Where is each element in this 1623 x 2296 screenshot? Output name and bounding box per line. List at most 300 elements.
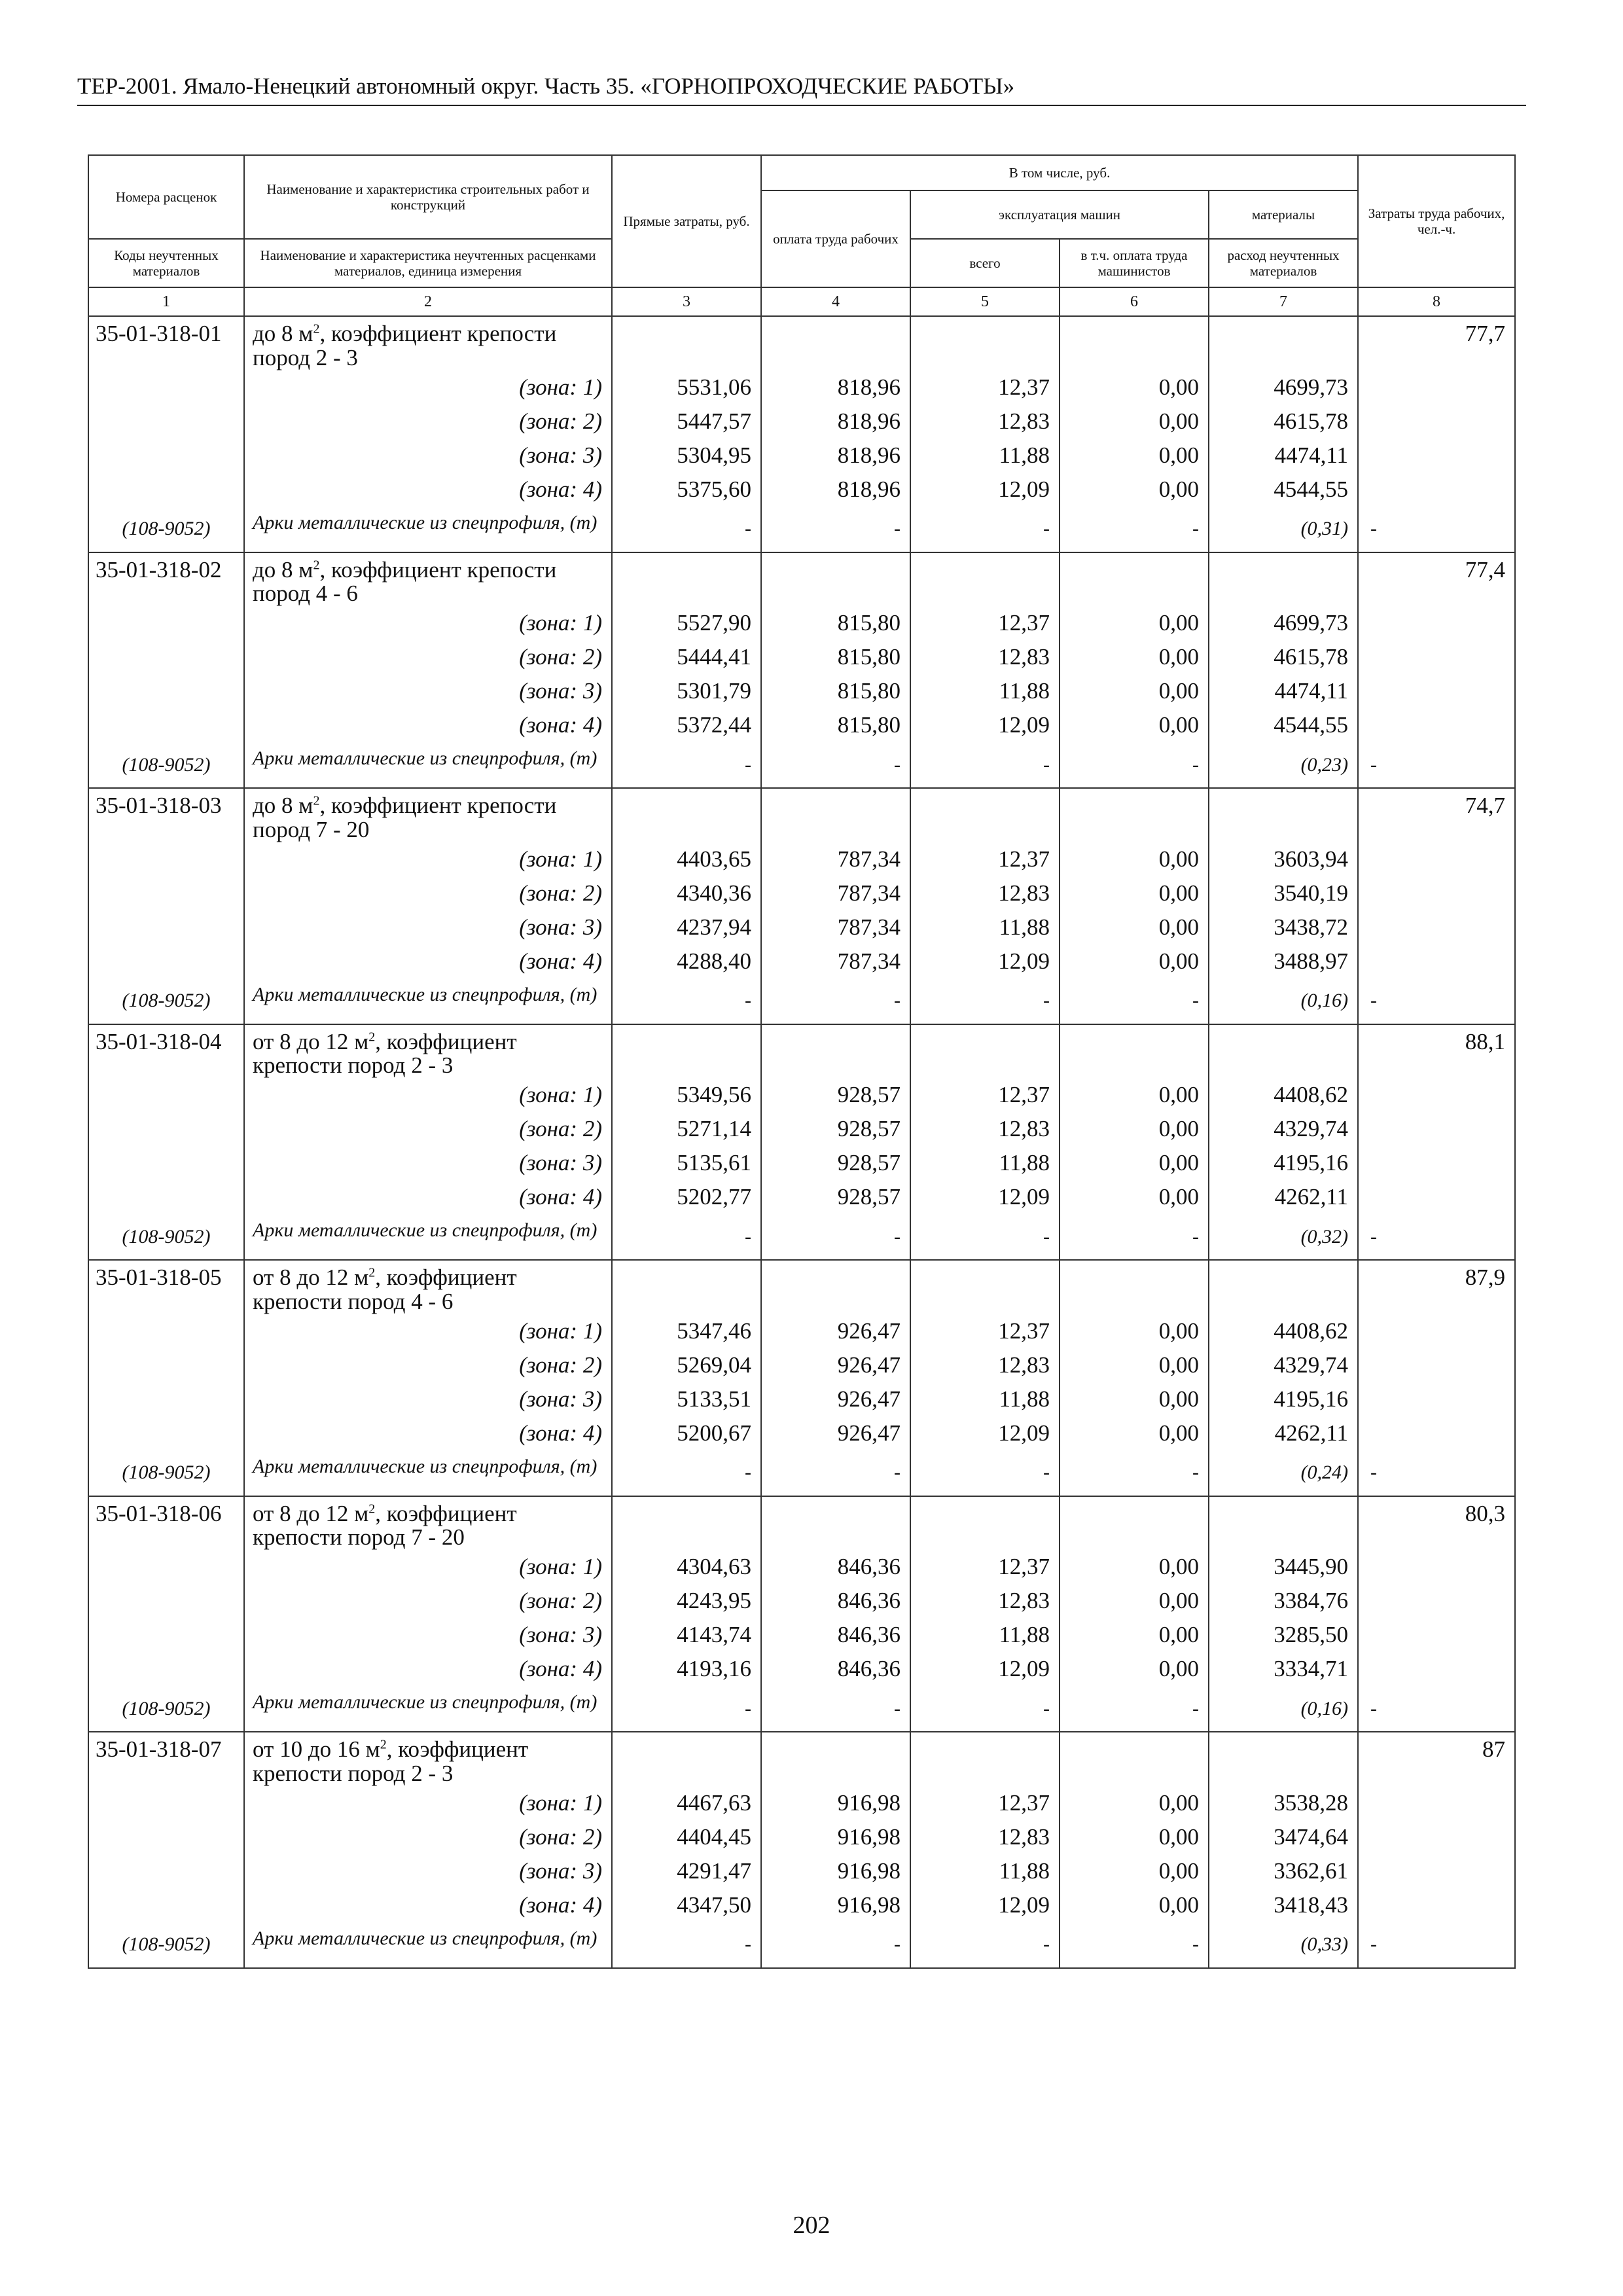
- zone-machines: 12,37: [910, 842, 1060, 876]
- zone-direct: 5301,79: [612, 674, 761, 708]
- empty-cell: [1060, 365, 1209, 370]
- empty-cell: [88, 640, 244, 674]
- zone-materials: 4408,62: [1209, 1078, 1358, 1112]
- zone-direct: 4347,50: [612, 1888, 761, 1922]
- empty-cell: [761, 788, 910, 836]
- zone-machines-wages: 0,00: [1060, 640, 1209, 674]
- material-amount: (0,33): [1209, 1922, 1358, 1968]
- zone-machines-wages: 0,00: [1060, 439, 1209, 473]
- header-rate-numbers: Номера расценок: [88, 155, 244, 239]
- rate-code: 35-01-318-07: [88, 1732, 244, 1780]
- empty-cell: [88, 1073, 244, 1078]
- rate-description: [244, 1732, 612, 1786]
- zone-machines: 12,37: [910, 1786, 1060, 1820]
- header-rule: [77, 105, 1526, 106]
- price-table: [88, 154, 1516, 1969]
- zone-direct: 5269,04: [612, 1348, 761, 1382]
- column-number: 5: [910, 287, 1060, 316]
- rate-description: [244, 1024, 612, 1079]
- zone-materials: 4195,16: [1209, 1146, 1358, 1180]
- zone-materials: 3362,61: [1209, 1854, 1358, 1888]
- zone-row: [88, 1314, 1515, 1348]
- rate-code: 35-01-318-05: [88, 1260, 244, 1308]
- zone-row: [88, 1416, 1515, 1450]
- zone-wages: 926,47: [761, 1348, 910, 1382]
- material-labor: -: [1358, 507, 1515, 552]
- empty-cell: [761, 836, 910, 842]
- empty-cell: [761, 1780, 910, 1785]
- material-row: [88, 978, 1515, 1024]
- empty-cell: [1358, 1348, 1515, 1382]
- empty-cell: [88, 944, 244, 978]
- zone-label: (зона: 4): [244, 944, 612, 978]
- empty-cell: [1358, 1550, 1515, 1584]
- zone-machines: 12,09: [910, 473, 1060, 507]
- rate-description-text: , коэффициент крепости пород 4 - 6: [253, 1265, 517, 1314]
- material-amount: (0,24): [1209, 1450, 1358, 1496]
- zone-row: [88, 404, 1515, 439]
- zone-machines: 11,88: [910, 1618, 1060, 1652]
- material-machines-wages: -: [1060, 1686, 1209, 1732]
- header-material-names: Наименование и характеристика неучтенных расценками материалов, единица измерения: [244, 239, 612, 287]
- empty-cell: [1060, 1545, 1209, 1550]
- zone-machines: 12,83: [910, 1584, 1060, 1618]
- zone-machines: 12,37: [910, 606, 1060, 640]
- empty-cell: [88, 1780, 244, 1785]
- empty-cell: [910, 1073, 1060, 1078]
- zone-direct: 5444,41: [612, 640, 761, 674]
- zone-wages: 926,47: [761, 1314, 910, 1348]
- zone-wages: 815,80: [761, 674, 910, 708]
- material-direct: -: [612, 507, 761, 552]
- zone-machines: 11,88: [910, 1854, 1060, 1888]
- rate-description-text: до 8 м: [253, 556, 313, 583]
- empty-cell: [1060, 836, 1209, 842]
- material-machines-wages: -: [1060, 978, 1209, 1024]
- empty-cell: [1060, 1024, 1209, 1073]
- zone-machines: 12,09: [910, 1888, 1060, 1922]
- zone-direct: 5447,57: [612, 404, 761, 439]
- material-machines: -: [910, 978, 1060, 1024]
- zone-machines-wages: 0,00: [1060, 1652, 1209, 1686]
- rate-description-text: до 8 м: [253, 793, 313, 818]
- empty-cell: [88, 1584, 244, 1618]
- zone-wages: 818,96: [761, 404, 910, 439]
- empty-cell: [612, 1024, 761, 1073]
- zone-label: (зона: 3): [244, 1618, 612, 1652]
- zone-materials: 3474,64: [1209, 1820, 1358, 1854]
- zone-label: (зона: 2): [244, 1820, 612, 1854]
- empty-cell: [1358, 606, 1515, 640]
- zone-materials: 4615,78: [1209, 404, 1358, 439]
- empty-cell: [1209, 316, 1358, 365]
- zone-materials: 4262,11: [1209, 1180, 1358, 1214]
- empty-cell: [910, 1545, 1060, 1550]
- rate-description-text: , коэффициент крепости пород 2 - 3: [253, 1028, 517, 1079]
- material-labor: -: [1358, 1922, 1515, 1968]
- zone-materials: 4699,73: [1209, 370, 1358, 404]
- zone-wages: 846,36: [761, 1652, 910, 1686]
- rate-description-superscript: 2: [368, 1029, 376, 1044]
- material-machines: -: [910, 1214, 1060, 1260]
- empty-cell: [88, 473, 244, 507]
- zone-direct: 5372,44: [612, 708, 761, 742]
- labor-cost: 88,1: [1358, 1024, 1515, 1073]
- rate-code: 35-01-318-03: [88, 788, 244, 836]
- zone-label: (зона: 4): [244, 1180, 612, 1214]
- zone-row: [88, 674, 1515, 708]
- zone-materials: 4195,16: [1209, 1382, 1358, 1416]
- zone-row: [88, 1078, 1515, 1112]
- rate-description: [244, 552, 612, 607]
- material-wages: -: [761, 978, 910, 1024]
- zone-label: (зона: 4): [244, 708, 612, 742]
- zone-label: (зона: 1): [244, 1314, 612, 1348]
- empty-cell: [1358, 1652, 1515, 1686]
- labor-cost: 87,9: [1358, 1260, 1515, 1308]
- material-wages: -: [761, 1686, 910, 1732]
- empty-cell: [1358, 365, 1515, 370]
- empty-cell: [88, 1888, 244, 1922]
- zone-machines: 12,83: [910, 1820, 1060, 1854]
- zone-materials: 4329,74: [1209, 1348, 1358, 1382]
- zone-label: (зона: 1): [244, 606, 612, 640]
- zone-machines-wages: 0,00: [1060, 1854, 1209, 1888]
- zone-direct: 5531,06: [612, 370, 761, 404]
- empty-cell: [910, 1260, 1060, 1308]
- zone-row: [88, 439, 1515, 473]
- empty-cell: [910, 788, 1060, 836]
- empty-cell: [1358, 1584, 1515, 1618]
- material-labor: -: [1358, 742, 1515, 788]
- zone-label: (зона: 3): [244, 674, 612, 708]
- header-including: В том числе, руб.: [761, 155, 1358, 190]
- material-amount: (0,16): [1209, 978, 1358, 1024]
- rate-description-text: , коэффициент крепости пород 7 - 20: [253, 793, 557, 842]
- column-number: 6: [1060, 287, 1209, 316]
- material-code: (108-9052): [88, 1450, 244, 1496]
- zone-direct: 4143,74: [612, 1618, 761, 1652]
- zone-materials: 3334,71: [1209, 1652, 1358, 1686]
- empty-cell: [1358, 1780, 1515, 1785]
- empty-cell: [1209, 1545, 1358, 1550]
- empty-cell: [1358, 439, 1515, 473]
- column-number: 4: [761, 287, 910, 316]
- empty-cell: [761, 1308, 910, 1314]
- zone-machines: 12,37: [910, 1078, 1060, 1112]
- empty-cell: [612, 365, 761, 370]
- header-machines-wages: в т.ч. оплата труда машинистов: [1060, 239, 1209, 287]
- zone-machines: 12,83: [910, 876, 1060, 910]
- labor-cost: 87: [1358, 1732, 1515, 1780]
- zone-direct: 4340,36: [612, 876, 761, 910]
- empty-cell: [1209, 1308, 1358, 1314]
- rate-description-superscript: 2: [313, 793, 320, 808]
- empty-cell: [1209, 788, 1358, 836]
- empty-cell: [88, 876, 244, 910]
- zone-direct: 5527,90: [612, 606, 761, 640]
- zone-machines-wages: 0,00: [1060, 876, 1209, 910]
- column-number: 7: [1209, 287, 1358, 316]
- empty-cell: [1060, 788, 1209, 836]
- table-row: [88, 1732, 1515, 1780]
- zone-machines-wages: 0,00: [1060, 1078, 1209, 1112]
- zone-direct: 5347,46: [612, 1314, 761, 1348]
- empty-cell: [88, 439, 244, 473]
- empty-cell: [1358, 1180, 1515, 1214]
- table-row: [88, 316, 1515, 365]
- empty-cell: [1060, 1732, 1209, 1780]
- material-direct: -: [612, 1686, 761, 1732]
- empty-cell: [88, 1146, 244, 1180]
- zone-direct: 4404,45: [612, 1820, 761, 1854]
- material-machines-wages: -: [1060, 1450, 1209, 1496]
- zone-wages: 815,80: [761, 606, 910, 640]
- zone-wages: 846,36: [761, 1550, 910, 1584]
- empty-cell: [910, 365, 1060, 370]
- empty-cell: [1209, 1496, 1358, 1545]
- material-machines-wages: -: [1060, 507, 1209, 552]
- zone-machines-wages: 0,00: [1060, 1618, 1209, 1652]
- empty-cell: [1209, 552, 1358, 601]
- zone-machines-wages: 0,00: [1060, 842, 1209, 876]
- header-material-codes: Коды неучтенных материалов: [88, 239, 244, 287]
- empty-cell: [612, 1732, 761, 1780]
- zone-wages: 926,47: [761, 1382, 910, 1416]
- zone-machines: 12,09: [910, 944, 1060, 978]
- material-code: (108-9052): [88, 1686, 244, 1732]
- material-machines-wages: -: [1060, 742, 1209, 788]
- table-header: [88, 155, 1515, 316]
- zone-machines-wages: 0,00: [1060, 1820, 1209, 1854]
- empty-cell: [910, 1308, 1060, 1314]
- empty-cell: [612, 1545, 761, 1550]
- zone-wages: 818,96: [761, 439, 910, 473]
- empty-cell: [1358, 876, 1515, 910]
- labor-cost: 74,7: [1358, 788, 1515, 836]
- material-name: Арки металлические из спецпрофиля, (т): [244, 742, 612, 788]
- empty-cell: [1358, 674, 1515, 708]
- header-work-name: Наименование и характеристика строительных работ и конструкций: [244, 155, 612, 239]
- empty-cell: [88, 1550, 244, 1584]
- empty-cell: [1358, 836, 1515, 842]
- zone-machines-wages: 0,00: [1060, 1112, 1209, 1146]
- zone-machines-wages: 0,00: [1060, 1348, 1209, 1382]
- zone-wages: 846,36: [761, 1584, 910, 1618]
- zone-wages: 916,98: [761, 1820, 910, 1854]
- header-wages: оплата труда рабочих: [761, 190, 910, 287]
- empty-cell: [1209, 836, 1358, 842]
- header-machines: эксплуатация машин: [910, 190, 1209, 239]
- empty-cell: [1060, 1073, 1209, 1078]
- zone-label: (зона: 3): [244, 1146, 612, 1180]
- empty-cell: [910, 601, 1060, 606]
- zone-machines: 12,37: [910, 1550, 1060, 1584]
- material-code: (108-9052): [88, 742, 244, 788]
- material-labor: -: [1358, 978, 1515, 1024]
- zone-machines-wages: 0,00: [1060, 1550, 1209, 1584]
- empty-cell: [761, 1260, 910, 1308]
- zone-row: [88, 1618, 1515, 1652]
- zone-wages: 916,98: [761, 1888, 910, 1922]
- empty-cell: [1358, 404, 1515, 439]
- material-wages: -: [761, 742, 910, 788]
- zone-row: [88, 473, 1515, 507]
- table-row: [88, 552, 1515, 601]
- material-code: (108-9052): [88, 507, 244, 552]
- material-labor: -: [1358, 1214, 1515, 1260]
- empty-cell: [88, 1652, 244, 1686]
- rate-code: 35-01-318-02: [88, 552, 244, 601]
- empty-cell: [1358, 601, 1515, 606]
- zone-machines-wages: 0,00: [1060, 1146, 1209, 1180]
- empty-cell: [1209, 365, 1358, 370]
- zone-label: (зона: 2): [244, 1348, 612, 1382]
- empty-cell: [1358, 1820, 1515, 1854]
- rate-description-superscript: 2: [313, 557, 320, 572]
- material-amount: (0,23): [1209, 742, 1358, 788]
- zone-label: (зона: 1): [244, 1078, 612, 1112]
- rate-description-superscript: 2: [380, 1737, 387, 1752]
- empty-cell: [910, 1024, 1060, 1073]
- column-number: 1: [88, 287, 244, 316]
- empty-cell: [761, 1024, 910, 1073]
- zone-materials: 4544,55: [1209, 473, 1358, 507]
- material-name: Арки металлические из спецпрофиля, (т): [244, 1450, 612, 1496]
- empty-cell: [612, 1780, 761, 1785]
- empty-cell: [612, 316, 761, 365]
- empty-cell: [88, 370, 244, 404]
- zone-row: [88, 1180, 1515, 1214]
- empty-cell: [1358, 1073, 1515, 1078]
- empty-cell: [761, 552, 910, 601]
- zone-wages: 916,98: [761, 1854, 910, 1888]
- zone-row: [88, 1786, 1515, 1820]
- zone-materials: 4474,11: [1209, 439, 1358, 473]
- material-direct: -: [612, 1922, 761, 1968]
- empty-cell: [88, 674, 244, 708]
- empty-cell: [1358, 1146, 1515, 1180]
- empty-cell: [1358, 1888, 1515, 1922]
- zone-direct: 5202,77: [612, 1180, 761, 1214]
- zone-materials: 3445,90: [1209, 1550, 1358, 1584]
- zone-direct: 5349,56: [612, 1078, 761, 1112]
- rate-description-superscript: 2: [313, 321, 320, 336]
- empty-cell: [910, 836, 1060, 842]
- header-materials-unaccounted: расход неучтенных материалов: [1209, 239, 1358, 287]
- zone-machines-wages: 0,00: [1060, 944, 1209, 978]
- zone-row: [88, 708, 1515, 742]
- zone-wages: 928,57: [761, 1112, 910, 1146]
- empty-cell: [88, 1786, 244, 1820]
- rate-description-text: от 8 до 12 м: [253, 1500, 369, 1526]
- empty-cell: [1358, 1314, 1515, 1348]
- rate-description-text: , коэффициент крепости пород 2 - 3: [253, 321, 557, 370]
- empty-cell: [612, 1496, 761, 1545]
- rate-description: [244, 316, 612, 370]
- zone-materials: 4699,73: [1209, 606, 1358, 640]
- zone-direct: 4288,40: [612, 944, 761, 978]
- zone-wages: 928,57: [761, 1078, 910, 1112]
- empty-cell: [1358, 842, 1515, 876]
- table-row: [88, 1496, 1515, 1545]
- zone-row: [88, 1888, 1515, 1922]
- empty-cell: [761, 1545, 910, 1550]
- empty-cell: [612, 836, 761, 842]
- zone-materials: 3384,76: [1209, 1584, 1358, 1618]
- zone-materials: 3488,97: [1209, 944, 1358, 978]
- page-number: 202: [793, 2212, 830, 2239]
- zone-label: (зона: 1): [244, 842, 612, 876]
- material-wages: -: [761, 507, 910, 552]
- zone-materials: 4408,62: [1209, 1314, 1358, 1348]
- empty-cell: [910, 552, 1060, 601]
- zone-machines-wages: 0,00: [1060, 1786, 1209, 1820]
- empty-cell: [88, 1314, 244, 1348]
- empty-cell: [761, 1496, 910, 1545]
- material-row: [88, 742, 1515, 788]
- zone-label: (зона: 1): [244, 370, 612, 404]
- material-direct: -: [612, 742, 761, 788]
- zone-label: (зона: 2): [244, 876, 612, 910]
- material-machines: -: [910, 1450, 1060, 1496]
- material-labor: -: [1358, 1686, 1515, 1732]
- table-row: [88, 1260, 1515, 1308]
- zone-row: [88, 1652, 1515, 1686]
- zone-direct: 5304,95: [612, 439, 761, 473]
- rate-description-superscript: 2: [368, 1501, 376, 1516]
- material-name: Арки металлические из спецпрофиля, (т): [244, 1686, 612, 1732]
- empty-cell: [88, 1180, 244, 1214]
- zone-label: (зона: 1): [244, 1786, 612, 1820]
- empty-cell: [88, 1854, 244, 1888]
- zone-row: [88, 1382, 1515, 1416]
- material-wages: -: [761, 1922, 910, 1968]
- material-direct: -: [612, 1450, 761, 1496]
- zone-materials: 4544,55: [1209, 708, 1358, 742]
- zone-materials: 4615,78: [1209, 640, 1358, 674]
- zone-label: (зона: 4): [244, 1416, 612, 1450]
- table-row: [88, 788, 1515, 836]
- column-number: 8: [1358, 287, 1515, 316]
- empty-cell: [761, 601, 910, 606]
- zone-machines: 12,37: [910, 370, 1060, 404]
- zone-wages: 916,98: [761, 1786, 910, 1820]
- empty-cell: [910, 1732, 1060, 1780]
- zone-direct: 4291,47: [612, 1854, 761, 1888]
- zone-materials: 4474,11: [1209, 674, 1358, 708]
- zone-materials: 3285,50: [1209, 1618, 1358, 1652]
- material-amount: (0,16): [1209, 1686, 1358, 1732]
- empty-cell: [1209, 601, 1358, 606]
- zone-label: (зона: 2): [244, 404, 612, 439]
- zone-machines: 11,88: [910, 910, 1060, 944]
- empty-cell: [1209, 1780, 1358, 1785]
- empty-cell: [1060, 1260, 1209, 1308]
- table-body: [88, 316, 1515, 1968]
- zone-row: [88, 910, 1515, 944]
- empty-cell: [88, 1382, 244, 1416]
- material-row: [88, 1922, 1515, 1968]
- material-row: [88, 1450, 1515, 1496]
- empty-cell: [1358, 1416, 1515, 1450]
- material-direct: -: [612, 1214, 761, 1260]
- empty-cell: [88, 1545, 244, 1550]
- column-number: 3: [612, 287, 761, 316]
- rate-code: 35-01-318-06: [88, 1496, 244, 1545]
- zone-wages: 928,57: [761, 1146, 910, 1180]
- zone-wages: 815,80: [761, 640, 910, 674]
